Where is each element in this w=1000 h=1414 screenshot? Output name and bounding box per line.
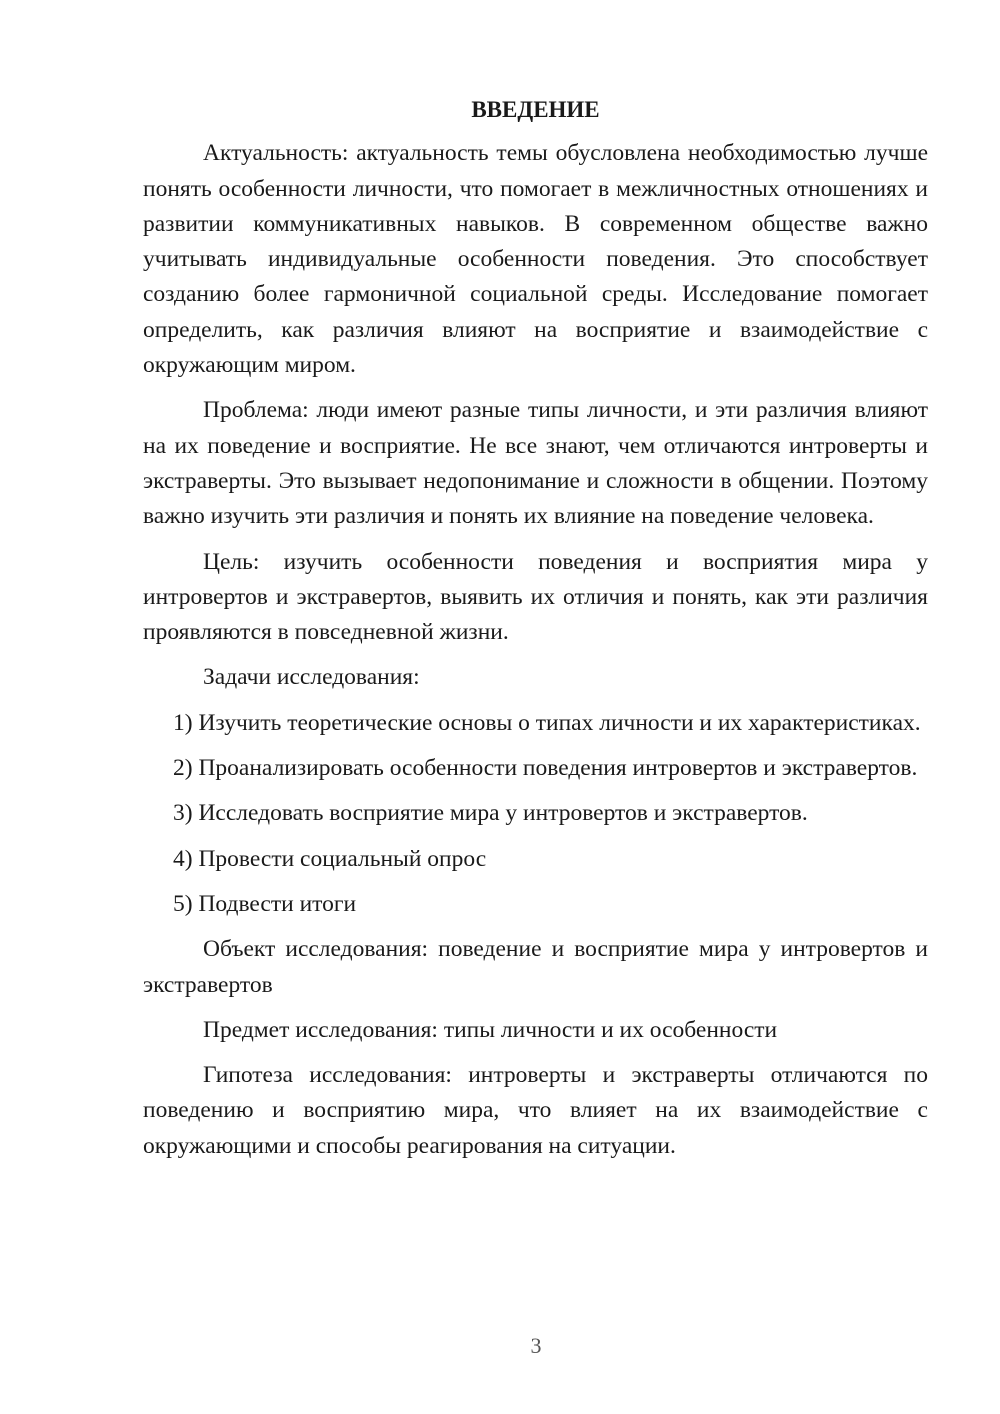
paragraph-subject: Предмет исследования: типы личности и их особенности bbox=[203, 1016, 778, 1043]
task-item-5: 5) Подвести итоги bbox=[173, 890, 357, 917]
paragraph-object: Объект исследования: поведение и восприятие мира у интровертов и экстравертов bbox=[143, 936, 928, 998]
paragraph-relevance: Актуальность: актуальность темы обусловлена необходимостью лучше понять особенности личности, что помогает в межличностных отношениях и развитии коммуникативных навыков. В современном обществе важно учитывать индивидуальные особенности поведения. Это способствует созданию более гармоничной социальной среды. Исследование помогает определить, как различия влияют на восприятие и взаимодействие с окружающим миром. bbox=[143, 140, 928, 379]
page-content bbox=[143, 92, 928, 1174]
task-item-4: 4) Провести социальный опрос bbox=[173, 845, 487, 872]
task-item-2: 2) Проанализировать особенности поведения интровертов и экстравертов. bbox=[173, 755, 918, 782]
paragraph-hypothesis: Гипотеза исследования: интроверты и экстраверты отличаются по поведению и восприятию мира, что влияет на их взаимодействие с окружающими и способы реагирования на ситуации. bbox=[143, 1062, 928, 1159]
paragraph-problem: Проблема: люди имеют разные типы личности, и эти различия влияют на их поведение и восприятие. Не все знают, чем отличаются интроверты и экстраверты. Это вызывает недопонимание и сложности в общении. Поэтому важно изучить эти различия и понять их влияние на поведение человека. bbox=[143, 397, 928, 530]
section-title: ВВЕДЕНИЕ bbox=[471, 97, 600, 122]
task-item-1: 1) Изучить теоретические основы о типах личности и их характеристиках. bbox=[173, 709, 921, 736]
page-number: 3 bbox=[530, 1333, 542, 1358]
task-item-3: 3) Исследовать восприятие мира у интровертов и экстравертов. bbox=[173, 800, 808, 827]
paragraph-goal: Цель: изучить особенности поведения и восприятия мира у интровертов и экстравертов, выявить их отличия и понять, как эти различия проявляются в повседневной жизни. bbox=[143, 548, 928, 646]
paragraph-tasks-heading: Задачи исследования: bbox=[203, 664, 420, 691]
